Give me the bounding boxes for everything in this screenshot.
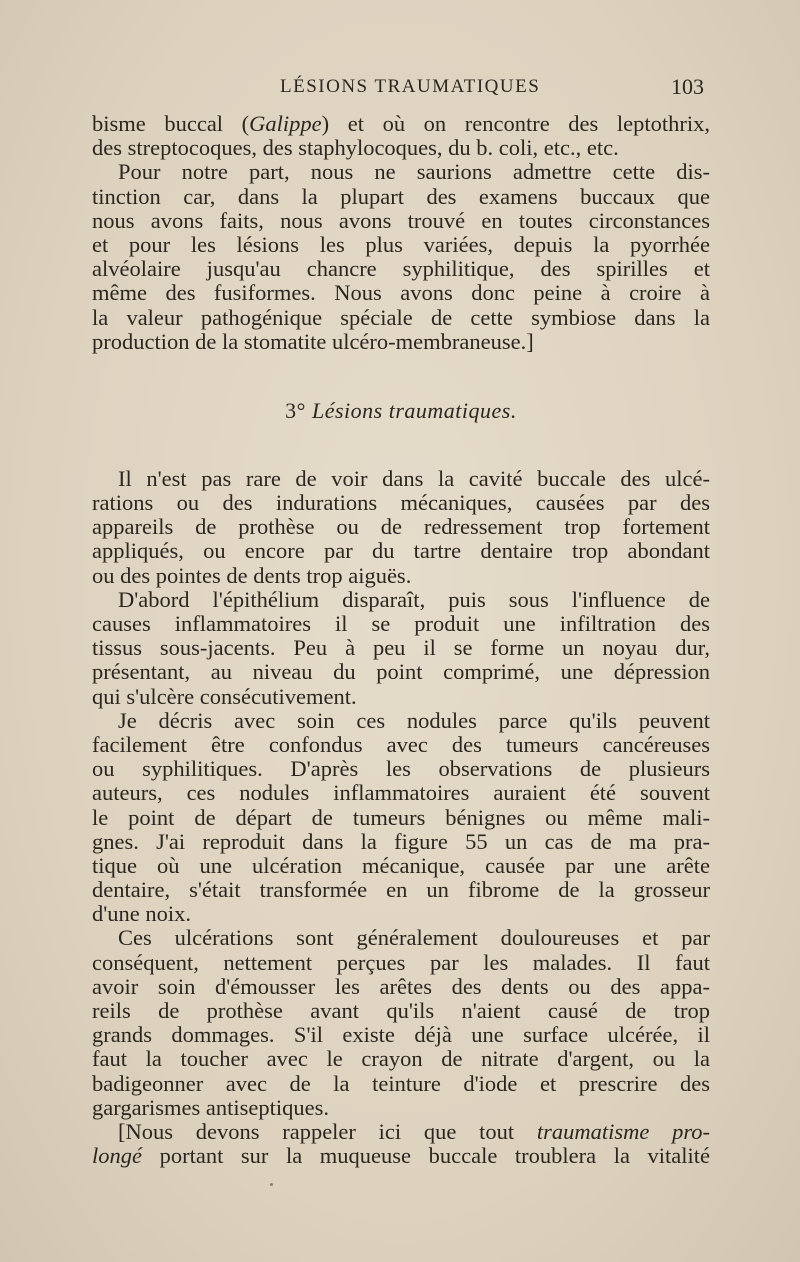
text-line: Il n'est pas rare de voir dans la cavité buccale des ulcé- xyxy=(118,465,710,491)
text-line: d'une noix. xyxy=(92,901,192,927)
text-line: production de la stomatite ulcéro-membraneuse.] xyxy=(92,328,534,354)
text-line: [Nous devons rappeler ici que tout traumatisme pro- xyxy=(118,1118,710,1144)
text-line: des streptocoques, des staphylocoques, du b. coli, etc., etc. xyxy=(92,135,619,161)
text-line: alvéolaire jusqu'au chancre syphilitique, des spirilles et xyxy=(92,256,710,282)
text-line: rations ou des indurations mécaniques, causées par des xyxy=(92,490,710,516)
text-line: Pour notre part, nous ne saurions admettre cette dis- xyxy=(118,159,710,185)
emphasis: longé xyxy=(92,1143,142,1169)
text-line: conséquent, nettement perçues par les malades. Il faut xyxy=(92,949,710,975)
emphasis: traumatisme pro- xyxy=(536,1118,710,1144)
text-line: appareils de prothèse ou de redressement trop fortement xyxy=(92,514,710,540)
body-text xyxy=(92,112,710,1168)
text-line: qui s'ulcère consécutivement. xyxy=(92,683,357,709)
page-number: 103 xyxy=(671,74,704,99)
section-title: Lésions traumatiques. xyxy=(311,397,517,423)
text-line: avoir soin d'émousser les arêtes des dents ou des appa- xyxy=(92,973,710,999)
text-line: le point de départ de tumeurs bénignes ou même mali- xyxy=(92,804,710,830)
text-line: ou des pointes de dents trop aiguës. xyxy=(92,562,412,588)
text-line: badigeonner avec de la teinture d'iode et prescrire des xyxy=(92,1070,710,1096)
text-line: D'abord l'épithélium disparaît, puis sous l'influence de xyxy=(118,586,710,612)
text-line: nous avons faits, nous avons trouvé en toutes circonstances xyxy=(92,207,710,233)
running-title: LÉSIONS TRAUMATIQUES xyxy=(280,76,541,97)
text-line: Ces ulcérations sont généralement douloureuses et par xyxy=(118,925,710,951)
text-line: même des fusiformes. Nous avons donc peine à croire à xyxy=(92,280,710,306)
text-line: ou syphilitiques. D'après les observations de plusieurs xyxy=(92,756,710,782)
text-line: tinction car, dans la plupart des examens buccaux que xyxy=(92,183,710,209)
author-name: Galippe xyxy=(249,111,322,136)
text-line: tissus sous-jacents. Peu à peu il se forme un noyau dur, xyxy=(92,635,710,661)
page-header xyxy=(92,74,712,104)
text-line: la valeur pathogénique spéciale de cette symbiose dans la xyxy=(92,304,710,330)
text-line: faut la toucher avec le crayon de nitrate d'argent, ou la xyxy=(92,1046,710,1072)
text-line: appliqués, ou encore par du tartre dentaire trop abondant xyxy=(92,538,710,564)
text-line: Je décris avec soin ces nodules parce qu'ils peuvent xyxy=(118,707,710,733)
text-line: gargarismes antiseptiques. xyxy=(92,1094,330,1120)
text-line: présentant, au niveau du point comprimé, une dépression xyxy=(92,659,710,685)
text-line: reils de prothèse avant qu'ils n'aient causé de trop xyxy=(92,998,710,1023)
text-line: et pour les lésions les plus variées, depuis la pyorrhée xyxy=(92,231,710,257)
text-line: causes inflammatoires il se produit une infiltration des xyxy=(92,611,710,636)
text-line: longé portant sur la muqueuse buccale troublera la vitalité xyxy=(92,1143,710,1169)
text-line: dentaire, s'était transformée en un fibrome de la grosseur xyxy=(92,877,710,903)
text-line: gnes. J'ai reproduit dans la figure 55 un cas de ma pra- xyxy=(92,828,710,854)
text-line: facilement être confondus avec des tumeurs cancéreuses xyxy=(92,731,710,757)
section-number: 3° xyxy=(285,397,306,423)
text-line: bisme buccal (Galippe) et où on rencontre des leptothrix, xyxy=(92,111,710,136)
text-line: grands dommages. S'il existe déjà une surface ulcérée, il xyxy=(92,1022,710,1048)
text-line: tique où une ulcération mécanique, causée par une arête xyxy=(92,852,710,878)
text-line: auteurs, ces nodules inflammatoires auraient été souvent xyxy=(92,780,710,806)
paper-speck xyxy=(270,1183,273,1186)
section-heading xyxy=(92,399,710,423)
